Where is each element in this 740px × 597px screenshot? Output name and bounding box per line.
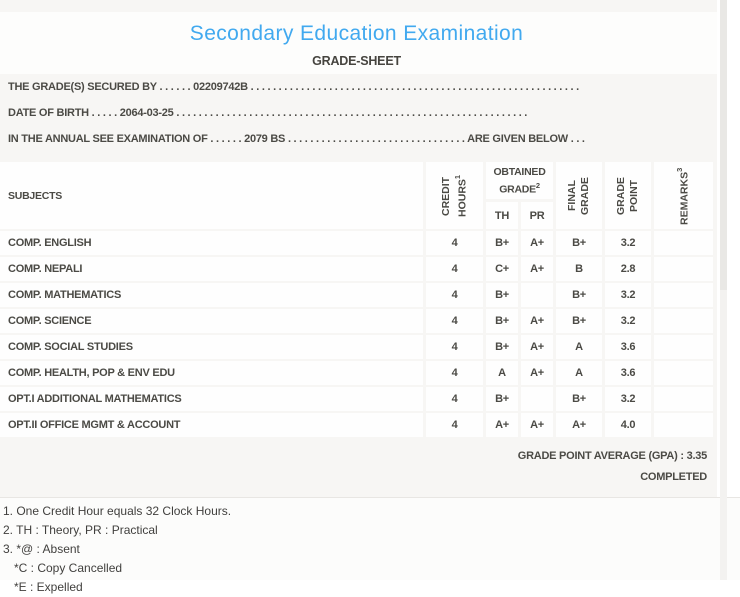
cell-credit-hours: 4 [426,309,483,333]
cell-obtained-group [486,309,553,333]
page-title: Secondary Education Examination [189,22,524,45]
table-row [0,283,713,307]
table-row [0,387,713,411]
gpa-value: 3.35 [686,450,707,462]
summary-gpa [0,450,713,463]
cell-credit-hours: 4 [426,361,483,385]
header-credit-hours-label: CREDIT HOURS$^1$ [439,174,469,217]
cell-pr-grade: A+ [521,257,553,281]
cell-pr-grade [521,387,553,411]
header-obtained-grade-group [486,162,553,229]
symbol-number-value: 02209742B [193,81,248,93]
info-suffix: ARE GIVEN BELOW . . . [467,133,585,145]
header-grade-point-label: GRADE POINT [614,176,640,215]
dotted-leader: . . . . . . . . . . . . . . . . . . . . . . . . . . . . . . . . [285,133,468,145]
gpa-label: GRADE POINT AVERAGE (GPA) : [517,450,687,462]
header-subjects-label: SUBJECTS [8,189,63,202]
header-credit-hours [426,162,483,229]
cell-pr-grade [521,283,553,307]
dotted-leader: . . . . . . . . . . . . . . . . . . . . . . . . . . . . . . . . . . . . . . . . . . . . . . . . . . . . . . . . . . . [247,81,579,93]
footnote-line: *E : Expelled [14,580,83,594]
cell-pr-grade: A+ [521,309,553,333]
cell-pr-grade: A+ [521,361,553,385]
header-remarks-label: REMARKS$^3$ [675,166,691,225]
cell-th-grade: C+ [486,257,518,281]
cell-obtained-group [486,413,553,437]
cell-subject: OPT.I ADDITIONAL MATHEMATICS [0,387,423,411]
cell-th-grade: B+ [486,231,518,255]
cell-remarks [654,283,713,307]
cell-final-grade: B+ [556,283,602,307]
header-th-pr-row [486,202,553,229]
cell-grade-point: 3.2 [605,387,651,411]
cell-th-grade: B+ [486,283,518,307]
footnote-line: 2. TH : Theory, PR : Practical [3,523,158,537]
info-line-date-of-birth [8,107,713,120]
info-line-grades-secured-by [8,81,713,94]
table-header-row [0,162,713,229]
scrollbar-track[interactable] [720,0,727,580]
cell-final-grade: B+ [556,387,602,411]
cell-final-grade: A+ [556,413,602,437]
cell-th-grade: B+ [486,335,518,359]
cell-subject: COMP. HEALTH, POP & ENV EDU [0,361,423,385]
header-final-grade [556,162,602,229]
cell-credit-hours: 4 [426,335,483,359]
cell-remarks [654,387,713,411]
info-line-examination-year [8,133,713,146]
footnote-line: 3. *@ : Absent [3,542,80,556]
footnote-line: *C : Copy Cancelled [14,561,123,575]
cell-remarks [654,309,713,333]
cell-obtained-group [486,335,553,359]
cell-pr-grade: A+ [521,231,553,255]
header-grade-point [605,162,651,229]
footnotes-section [0,497,740,594]
cell-obtained-group [486,283,553,307]
cell-th-grade: A [486,361,518,385]
summary-status: COMPLETED [640,471,707,483]
cell-credit-hours: 4 [426,231,483,255]
cell-pr-grade: A+ [521,335,553,359]
cell-obtained-group [486,387,553,411]
cell-th-grade: B+ [486,309,518,333]
cell-final-grade: B+ [556,231,602,255]
cell-subject: COMP. SOCIAL STUDIES [0,335,423,359]
dotted-leader: . . . . . . [156,81,194,93]
header-pr: PR [521,202,553,229]
cell-final-grade: B+ [556,309,602,333]
cell-subject: COMP. MATHEMATICS [0,283,423,307]
table-row [0,413,713,437]
info-label: THE GRADE(S) SECURED BY [8,81,157,93]
cell-remarks [654,257,713,281]
exam-year-value: 2079 BS [244,133,286,145]
table-row [0,231,713,255]
table-row [0,335,713,359]
dotted-leader: . . . . . [88,107,120,119]
table-rows [0,231,713,437]
cell-final-grade: B [556,257,602,281]
cell-th-grade: A+ [486,413,518,437]
info-label: IN THE ANNUAL SEE EXAMINATION OF [8,133,208,145]
header-remarks [654,162,713,229]
header-th: TH [486,202,518,229]
cell-obtained-group [486,361,553,385]
table-row [0,257,713,281]
header-final-grade-label: FINAL GRADE [565,176,591,215]
cell-final-grade: A [556,335,602,359]
cell-credit-hours: 4 [426,413,483,437]
info-label: DATE OF BIRTH [8,107,89,119]
dotted-leader: . . . . . . [207,133,245,145]
dotted-leader: . . . . . . . . . . . . . . . . . . . . . . . . . . . . . . . . . . . . . . . . . . . . . . . . . . . . . . . . . . . . . . . [173,107,528,119]
footnote-line: 1. One Credit Hour equals 32 Clock Hours. [3,504,232,518]
cell-grade-point: 3.6 [605,361,651,385]
cell-obtained-group [486,231,553,255]
cell-subject: OPT.II OFFICE MGMT & ACCOUNT [0,413,423,437]
table-row [0,361,713,385]
cell-subject: COMP. SCIENCE [0,309,423,333]
header-subjects [0,162,423,229]
scrollbar-thumb[interactable] [720,0,727,290]
cell-pr-grade: A+ [521,413,553,437]
cell-credit-hours: 4 [426,257,483,281]
cell-grade-point: 4.0 [605,413,651,437]
cell-remarks [654,361,713,385]
cell-grade-point: 2.8 [605,257,651,281]
cell-grade-point: 3.2 [605,231,651,255]
cell-credit-hours: 4 [426,387,483,411]
page-subtitle: GRADE-SHEET [312,54,401,68]
table-row [0,309,713,333]
cell-credit-hours: 4 [426,283,483,307]
cell-grade-point: 3.6 [605,335,651,359]
grade-table [0,162,713,439]
cell-remarks [654,231,713,255]
cell-subject: COMP. NEPALI [0,257,423,281]
dob-value: 2064-03-25 [119,107,174,119]
cell-remarks [654,335,713,359]
cell-obtained-group [486,257,553,281]
cell-th-grade: B+ [486,387,518,411]
cell-final-grade: A [556,361,602,385]
cell-subject: COMP. ENGLISH [0,231,423,255]
cell-grade-point: 3.2 [605,283,651,307]
cell-grade-point: 3.2 [605,309,651,333]
header-obtained-grade-label: OBTAINED GRADE$^2$ [486,162,553,199]
cell-remarks [654,413,713,437]
